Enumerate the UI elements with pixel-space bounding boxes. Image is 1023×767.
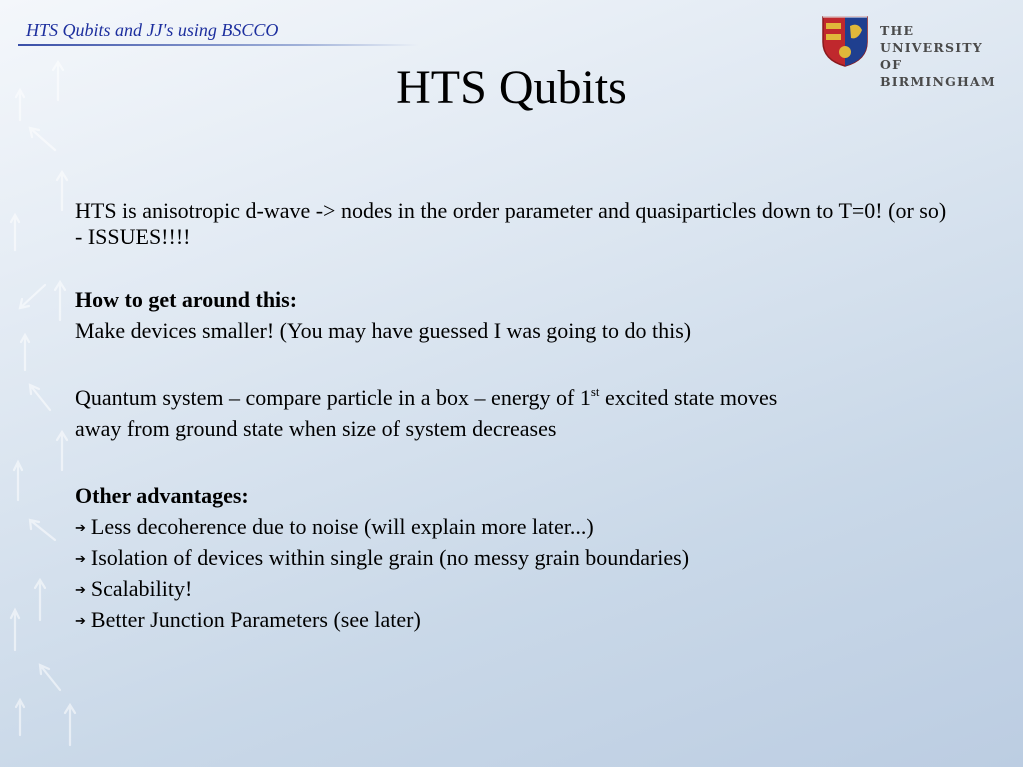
intro-paragraph: HTS is anisotropic d-wave -> nodes in the order parameter and quasiparticles down to T=0! (or so) - ISSUES!!!! xyxy=(75,198,947,249)
quantum-paragraph-line2: away from ground state when size of system decreases xyxy=(75,416,557,441)
list-item xyxy=(75,542,955,573)
quantum-text-a: Quantum system – compare particle in a box – energy of 1 xyxy=(75,385,591,410)
quantum-text-b: excited state moves xyxy=(599,385,778,410)
list-item-text: Isolation of devices within single grain (no messy grain boundaries) xyxy=(90,545,690,570)
list-item-text: Better Junction Parameters (see later) xyxy=(90,607,421,632)
slide-body xyxy=(75,198,955,635)
university-name-line2: OF BIRMINGHAM xyxy=(880,57,996,89)
section2-heading: Other advantages: xyxy=(75,483,249,508)
arrow-bullet-icon: ➔ xyxy=(75,520,86,535)
section1-heading: How to get around this: xyxy=(75,287,298,312)
quantum-paragraph-line1 xyxy=(75,382,955,413)
slide-title: HTS Qubits xyxy=(396,61,627,114)
arrow-bullet-icon: ➔ xyxy=(75,551,86,566)
list-item-text: Scalability! xyxy=(90,576,193,601)
list-item xyxy=(75,604,955,635)
section1-text: Make devices smaller! (You may have guessed I was going to do this) xyxy=(75,318,692,343)
quantum-superscript: st xyxy=(590,384,600,399)
list-item xyxy=(75,511,955,542)
arrow-bullet-icon: ➔ xyxy=(75,582,86,597)
arrow-bullet-icon: ➔ xyxy=(75,613,86,628)
university-name-line1: THE UNIVERSITY xyxy=(880,23,983,55)
list-item-text: Less decoherence due to noise (will explain more later...) xyxy=(90,514,594,539)
running-title: HTS Qubits and JJ's using BSCCO xyxy=(26,20,279,40)
list-item xyxy=(75,573,955,604)
header-divider xyxy=(18,44,418,46)
